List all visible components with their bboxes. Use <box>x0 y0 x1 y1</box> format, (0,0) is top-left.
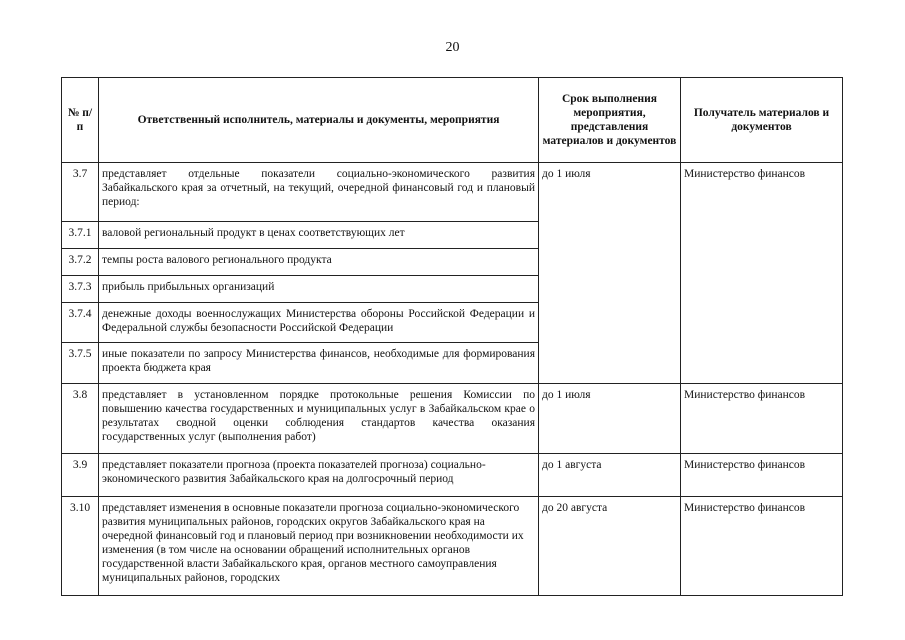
row-desc: валовой региональный продукт в ценах соответствующих лет <box>99 222 539 249</box>
row-desc: прибыль прибыльных организаций <box>99 276 539 303</box>
table-row <box>62 497 843 596</box>
row-num: 3.7.1 <box>62 222 99 249</box>
row-desc: представляет изменения в основные показатели прогноза социально-экономического развития муниципальных районов, городских округов Забайкальского края на очередной финансовый год и плановый период при возникновении необходимости их изменения (в том числе на основании обращений исполнительных органов государственной власти Забайкальского края, органов местного самоуправления муниципальных районов, городских <box>99 497 539 596</box>
row-recipient: Министерство финансов <box>681 384 843 454</box>
row-desc: представляет отдельные показатели социально-экономического развития Забайкальского края за отчетный, на текущий, очередной финансовый год и плановый период: <box>99 163 539 222</box>
row-desc: темпы роста валового регионального продукта <box>99 249 539 276</box>
row-recipient: Министерство финансов <box>681 163 843 384</box>
row-num: 3.10 <box>62 497 99 596</box>
row-num: 3.7.2 <box>62 249 99 276</box>
table-row <box>62 454 843 497</box>
table-row <box>62 384 843 454</box>
page-number: 20 <box>445 40 460 55</box>
table-row <box>62 163 843 222</box>
row-recipient: Министерство финансов <box>681 497 843 596</box>
row-term: до 1 августа <box>539 454 681 497</box>
header-term: Срок выполнения мероприятия, представления материалов и документов <box>539 78 681 163</box>
row-num: 3.7.3 <box>62 276 99 303</box>
plan-table <box>61 77 843 596</box>
row-recipient: Министерство финансов <box>681 454 843 497</box>
row-num: 3.7.4 <box>62 303 99 343</box>
row-num: 3.9 <box>62 454 99 497</box>
row-term: до 1 июля <box>539 384 681 454</box>
row-term: до 20 августа <box>539 497 681 596</box>
row-desc: иные показатели по запросу Министерства финансов, необходимые для формирования проекта бюджета края <box>99 343 539 384</box>
row-desc: представляет показатели прогноза (проекта показателей прогноза) социально-экономического развития Забайкальского края на долгосрочный период <box>99 454 539 497</box>
row-desc: денежные доходы военнослужащих Министерства обороны Российской Федерации и Федеральной службы безопасности Российской Федерации <box>99 303 539 343</box>
row-term: до 1 июля <box>539 163 681 384</box>
header-num: № п/п <box>62 78 99 163</box>
table-header-row <box>62 78 843 163</box>
row-desc: представляет в установленном порядке протокольные решения Комиссии по повышению качества государственных и муниципальных услуг в Забайкальском крае о результатах сводной оценки соблюдения стандартов качества оказания государственных услуг (выполнения работ) <box>99 384 539 454</box>
header-recv: Получатель материалов и документов <box>681 78 843 163</box>
row-num: 3.8 <box>62 384 99 454</box>
header-desc: Ответственный исполнитель, материалы и документы, мероприятия <box>99 78 539 163</box>
row-num: 3.7 <box>62 163 99 222</box>
row-num: 3.7.5 <box>62 343 99 384</box>
